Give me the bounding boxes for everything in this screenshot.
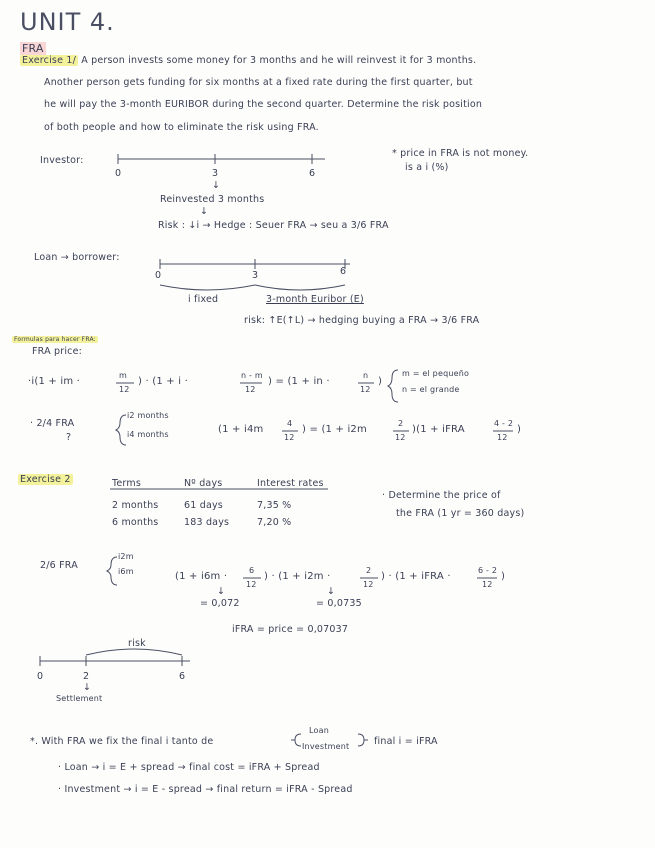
- f2-frac2-num: 2: [398, 419, 404, 428]
- f1-frac3-num: n: [363, 371, 369, 380]
- f1-left: ·i(1 + im ·: [28, 376, 81, 387]
- investor-tick-0: 0: [115, 168, 122, 179]
- task-line1: · Determine the price of: [382, 490, 501, 501]
- summary-loan-line: · Loan → i = E + spread → final cost = iFRA + Spread: [58, 762, 320, 773]
- brace-m: m = el pequeño: [402, 369, 470, 378]
- exercise1-line4: of both people and how to eliminate the risk using FRA.: [44, 122, 319, 133]
- arrow-down-c: ↓: [83, 682, 92, 693]
- eq-d: ): [501, 571, 506, 582]
- down-arrow-2: ↓: [200, 206, 209, 217]
- fra-result: iFRA = price = 0,07037: [232, 624, 349, 635]
- note-line1: * price in FRA is not money.: [392, 148, 529, 159]
- eq-frac3-den: 12: [482, 580, 493, 589]
- f2-frac1-num: 4: [287, 419, 293, 428]
- summary-investment-line: · Investment → i = E - spread → final return = iFRA - Spread: [58, 784, 353, 795]
- question-mark: ?: [66, 432, 72, 443]
- f1-end: ): [378, 376, 383, 387]
- exercise1-line3: he will pay the 3-month EURIBOR during the second quarter. Determine the risk position: [44, 99, 483, 110]
- unit-title: UNIT 4.: [20, 8, 115, 36]
- table-cell: 2 months: [112, 500, 159, 511]
- f1-frac2-den: 12: [245, 385, 256, 394]
- arrow-down-a: ↓: [217, 586, 226, 597]
- f1-mid: ) · (1 + i ·: [138, 376, 188, 387]
- formulas-caption: Formulas para hacer FRA:: [14, 336, 96, 343]
- investor-tick-3: 3: [212, 168, 219, 179]
- eq-frac2-den: 12: [363, 580, 374, 589]
- table-cell: 6 months: [112, 517, 159, 528]
- eq-frac1-num: 6: [249, 566, 255, 575]
- value-i6m: = 0,072: [200, 598, 240, 609]
- timeline2-tick-0: 0: [37, 671, 44, 682]
- f2-a: (1 + i4m: [218, 424, 264, 435]
- f2-frac2-den: 12: [395, 433, 406, 442]
- f2-frac1-den: 12: [284, 433, 295, 442]
- f1-right: ) = (1 + in ·: [268, 376, 330, 387]
- f2-frac3-num: 4 - 2: [494, 419, 514, 428]
- eq-frac2-num: 2: [366, 566, 372, 575]
- brace-n: n = el grande: [402, 385, 460, 394]
- i4m-label: i4 months: [127, 430, 169, 439]
- fra24-label: · 2/4 FRA: [30, 418, 75, 429]
- eq-frac3-num: 6 - 2: [478, 566, 498, 575]
- summary-line1: *. With FRA we fix the final i tanto de: [30, 736, 214, 747]
- col-header-terms: Terms: [112, 478, 141, 489]
- eq-frac1-den: 12: [246, 580, 257, 589]
- investor-label: Investor:: [40, 155, 84, 166]
- exercise1-line2: Another person gets funding for six months at a fixed rate during the first quarter, but: [44, 77, 473, 88]
- note-line2: is a i (%): [405, 162, 449, 173]
- loan-label: Loan → borrower:: [34, 252, 120, 263]
- f2-frac3-den: 12: [497, 433, 508, 442]
- reinvested-label: Reinvested 3 months: [160, 194, 265, 205]
- timeline2-tick-2: 2: [83, 671, 90, 682]
- col-header-rates: Interest rates: [257, 478, 324, 489]
- table-cell: 183 days: [184, 517, 230, 528]
- exercise2-label: Exercise 2: [20, 474, 71, 485]
- f2-c: )(1 + iFRA: [412, 424, 465, 435]
- investor-risk-line: Risk : ↓i → Hedge : Seuer FRA → seu a 3/6 FRA: [158, 220, 389, 231]
- loan-tick-6: 6: [340, 266, 347, 277]
- table-cell: 7,20 %: [257, 517, 292, 528]
- task-line2: the FRA (1 yr = 360 days): [396, 508, 525, 519]
- arrow-down-b: ↓: [327, 586, 336, 597]
- f1-frac1-den: 12: [119, 385, 130, 394]
- loan-tick-0: 0: [155, 270, 162, 281]
- timeline2-tick-6: 6: [179, 671, 186, 682]
- exercise1-line1: Exercise 1/ A person invests some money for 3 months and he will reinvest it for 3 months.: [22, 55, 477, 66]
- i2m-small: i2m: [118, 552, 134, 561]
- f1-frac1-num: m: [119, 371, 127, 380]
- section-heading: FRA: [22, 42, 44, 55]
- brace-investment: Investment: [302, 742, 350, 751]
- exercise1-label: Exercise 1/: [22, 55, 76, 66]
- f2-d: ): [517, 424, 522, 435]
- eq-a: (1 + i6m ·: [175, 571, 228, 582]
- brace-loan: Loan: [309, 726, 329, 735]
- fra26-label: 2/6 FRA: [40, 560, 78, 571]
- settlement-label: Settlement: [56, 694, 103, 703]
- euribor-label: 3-month Euribor (E): [266, 294, 364, 305]
- loan-tick-3: 3: [252, 270, 259, 281]
- summary-final-i: final i = iFRA: [374, 736, 438, 747]
- i6m-small: i6m: [118, 567, 134, 576]
- table-cell: 61 days: [184, 500, 223, 511]
- risk-label: risk: [128, 638, 146, 649]
- investor-tick-6: 6: [309, 168, 316, 179]
- eq-c: ) · (1 + iFRA ·: [381, 571, 451, 582]
- value-i2m: = 0,0735: [316, 598, 362, 609]
- fra-price-label: FRA price:: [32, 346, 83, 357]
- f1-frac3-den: 12: [360, 385, 371, 394]
- col-header-days: Nº days: [184, 478, 223, 489]
- i2m-label: i2 months: [127, 411, 169, 420]
- loan-risk-line: risk: ↑E(↑L) → hedging buying a FRA → 3/6 FRA: [244, 315, 480, 326]
- down-arrow: ↓: [212, 180, 221, 191]
- eq-b: ) · (1 + i2m ·: [264, 571, 331, 582]
- ifixed-label: i fixed: [188, 294, 219, 305]
- f1-frac2-num: n - m: [241, 371, 263, 380]
- table-cell: 7,35 %: [257, 500, 292, 511]
- f2-b: ) = (1 + i2m: [302, 424, 367, 435]
